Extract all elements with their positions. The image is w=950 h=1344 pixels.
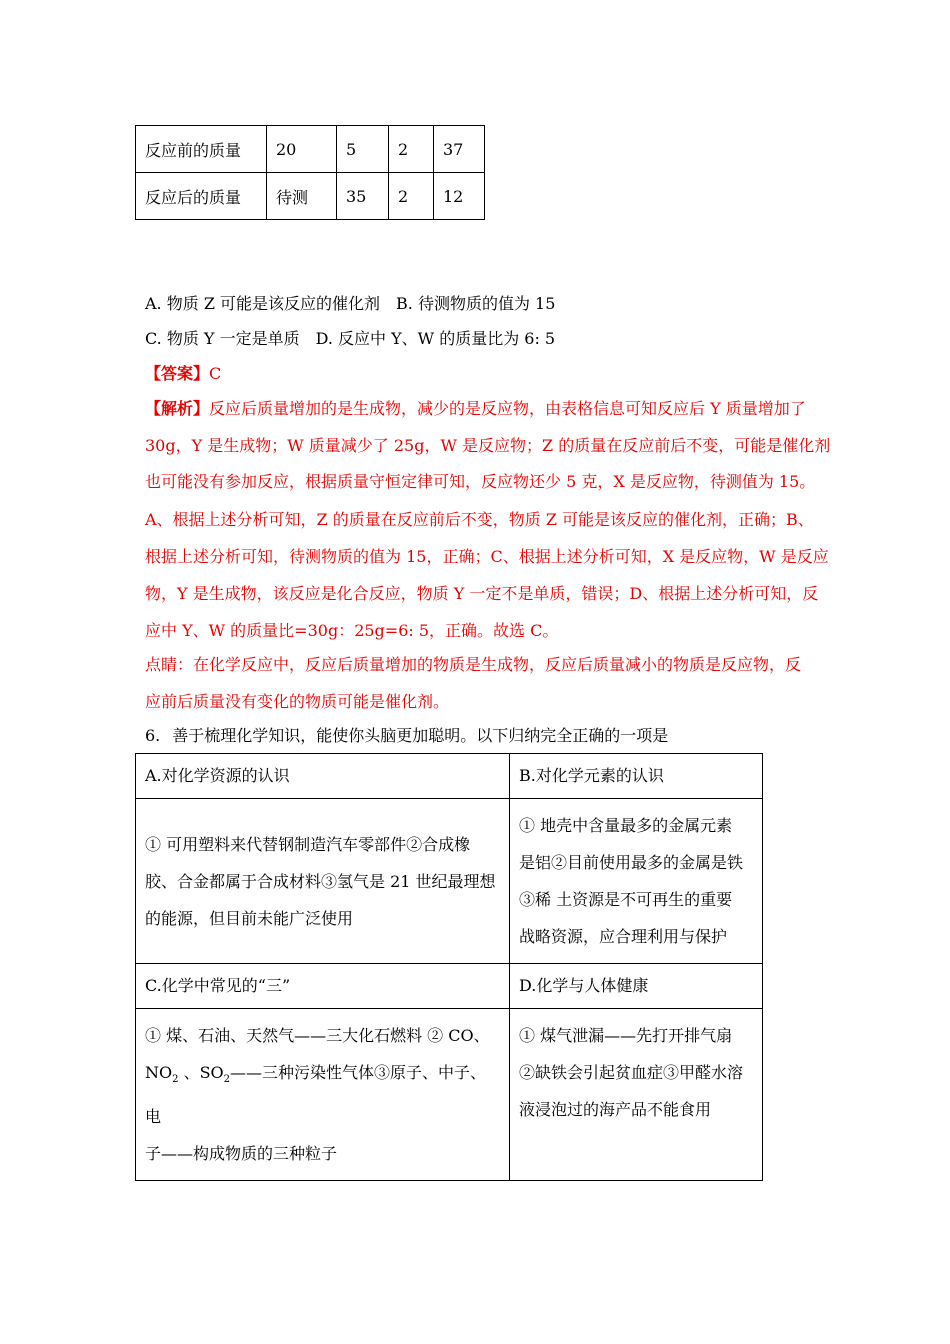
tip-line-2: 应前后质量没有变化的物质可能是催化剂。 [145,692,450,711]
analysis-tag: 【解析】 [145,399,210,418]
option-b-content: ① 地壳中含量最多的金属元素 是铝②目前使用最多的金属是铁 ③稀 土资源是不可再生的重要 战略资源，应合理利用与保护 [510,799,763,964]
analysis-line-2: 30g，Y 是生成物；W 质量减少了 25g，W 是反应物；Z 的质量在反应前后不变，可能是催化剂 [145,436,831,455]
option-a-content: ① 可用塑料来代替钢制造汽车零部件②合成橡 胶、合金都属于合成材料③氢气是 21 世纪最理想 的能源，但目前未能广泛使用 [136,799,510,964]
option-c-title: C.化学中常见的“三” [136,964,510,1009]
answer [145,361,221,384]
analysis-line-4: A、根据上述分析可知，Z 的质量在反应前后不变，物质 Z 可能是该反应的催化剂，正确；B、 [145,510,814,529]
cell-x: 20 [267,126,337,173]
table-row [136,173,485,220]
table-row [136,126,485,173]
table-row [136,1009,763,1181]
cell-z: 2 [389,173,434,220]
options-line-2: C. 物质 Y 一定是单质 D. 反应中 Y、W 的质量比为 6: 5 [145,329,556,348]
tip-line-1: 点睛：在化学反应中，反应后质量增加的物质是生成物，反应后质量减小的物质是反应物，反 [145,655,802,674]
analysis-line-3: 也可能没有参加反应，根据质量守恒定律可知，反应物还少 5 克，X 是反应物，待测值为 15。 [145,472,816,491]
row-label: 反应前的质量 [136,126,267,173]
option-b-title: B.对化学元素的认识 [510,754,763,799]
analysis-line-6: 物，Y 是生成物，该反应是化合反应，物质 Y 一定不是单质，错误；D、根据上述分析可知，反 [145,584,819,603]
question-6-table [135,753,763,1181]
mass-table [135,125,485,220]
cell-x: 待测 [267,173,337,220]
cell-w: 37 [434,126,485,173]
question-number: 6. [145,726,161,745]
cell-y: 5 [337,126,389,173]
table-row [136,964,763,1009]
option-a-title: A.对化学资源的认识 [136,754,510,799]
table-row [136,799,763,964]
analysis-line-5: 根据上述分析可知，待测物质的值为 15，正确；C、根据上述分析可知，X 是反应物，W 是反应 [145,547,829,566]
table-row [136,754,763,799]
question-6-stem [145,723,668,746]
row-label: 反应后的质量 [136,173,267,220]
cell-z: 2 [389,126,434,173]
cell-w: 12 [434,173,485,220]
question-text: 善于梳理化学知识，能使你头脑更加聪明。以下归纳完全正确的一项是 [172,726,669,745]
analysis-line-1: 【解析】反应后质量增加的是生成物，减少的是反应物，由表格信息可知反应后 Y 质量增加了 [145,399,806,418]
option-c-content: ① 煤、石油、天然气——三大化石燃料 ② CO、 $NO_2$ 、$SO_2——$三种污染性气体③原子、中子、电 子——构成物质的三种粒子 [136,1009,510,1181]
option-d-content: ① 煤气泄漏——先打开排气扇 ②缺铁会引起贫血症③甲醛水溶 液浸泡过的海产品不能食用 [510,1009,763,1181]
options-line-1: A. 物质 Z 可能是该反应的催化剂 B. 待测物质的值为 15 [145,294,556,313]
cell-y: 35 [337,173,389,220]
answer-value: C [209,364,222,383]
answer-tag: 【答案】 [145,364,210,383]
option-d-title: D.化学与人体健康 [510,964,763,1009]
analysis-line-7: 应中 Y、W 的质量比=30g：25g=6: 5，正确。故选 C。 [145,621,559,640]
